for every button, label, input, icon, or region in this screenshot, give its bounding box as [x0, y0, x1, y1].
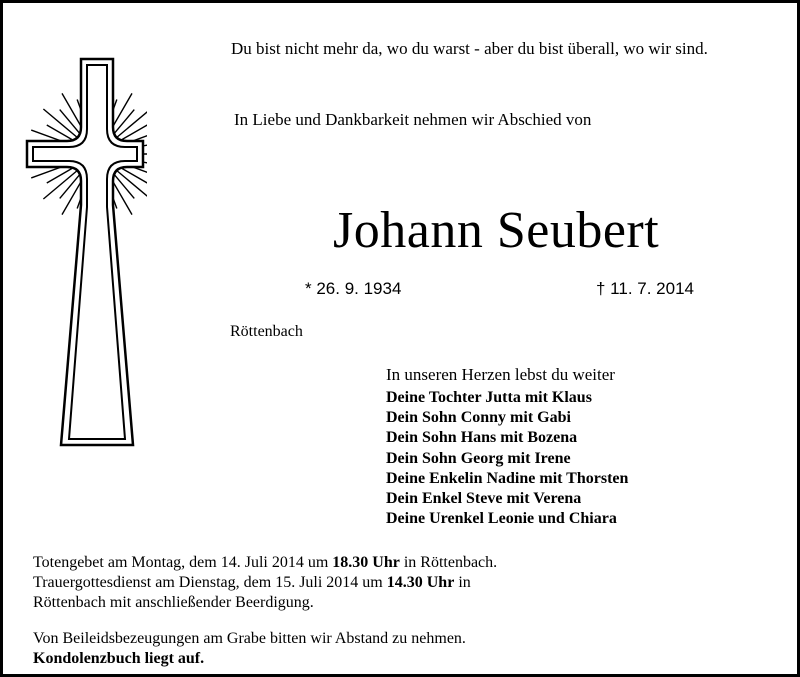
service-info — [33, 553, 497, 613]
family-list — [386, 388, 628, 529]
prayer-time: 18.30 Uhr — [332, 554, 400, 571]
birth-date: * 26. 9. 1934 — [305, 279, 402, 298]
closing-note — [33, 629, 466, 669]
family-member: Dein Enkel Steve mit Verena — [386, 490, 582, 508]
death-date: † 11. 7. 2014 — [596, 279, 694, 298]
condolence-request: Von Beileidsbezeugungen am Grabe bitten wir Abstand zu nehmen. — [33, 630, 466, 647]
deceased-name: Johann Seubert — [333, 202, 660, 259]
family-member: Dein Sohn Conny mit Gabi — [386, 409, 571, 427]
family-member: Deine Enkelin Nadine mit Thorsten — [386, 469, 629, 487]
family-member: Deine Tochter Jutta mit Klaus — [386, 389, 592, 406]
memorial-quote: Du bist nicht mehr da, wo du warst - aber du bist überall, wo wir sind. — [231, 39, 708, 58]
radiant-cross-icon — [17, 55, 147, 463]
family-member: Dein Sohn Hans mit Bozena — [386, 429, 578, 447]
hometown: Röttenbach — [230, 323, 303, 340]
mass-time: 14.30 Uhr — [386, 574, 455, 591]
farewell-intro: In Liebe und Dankbarkeit nehmen wir Abschied von — [234, 110, 592, 129]
burial-line: Röttenbach mit anschließender Beerdigung. — [33, 594, 314, 611]
prayer-line: Totengebet am Montag, dem 14. Juli 2014 um 18.30 Uhr in Röttenbach. — [33, 554, 498, 571]
hearts-line: In unseren Herzen lebst du weiter — [386, 365, 615, 384]
family-member: Deine Urenkel Leonie und Chiara — [386, 510, 617, 528]
mass-line: Trauergottesdienst am Dienstag, dem 15. Juli 2014 um 14.30 Uhr in — [33, 574, 471, 591]
condolence-book: Kondolenzbuch liegt auf. — [33, 650, 205, 667]
family-member: Dein Sohn Georg mit Irene — [386, 449, 571, 467]
